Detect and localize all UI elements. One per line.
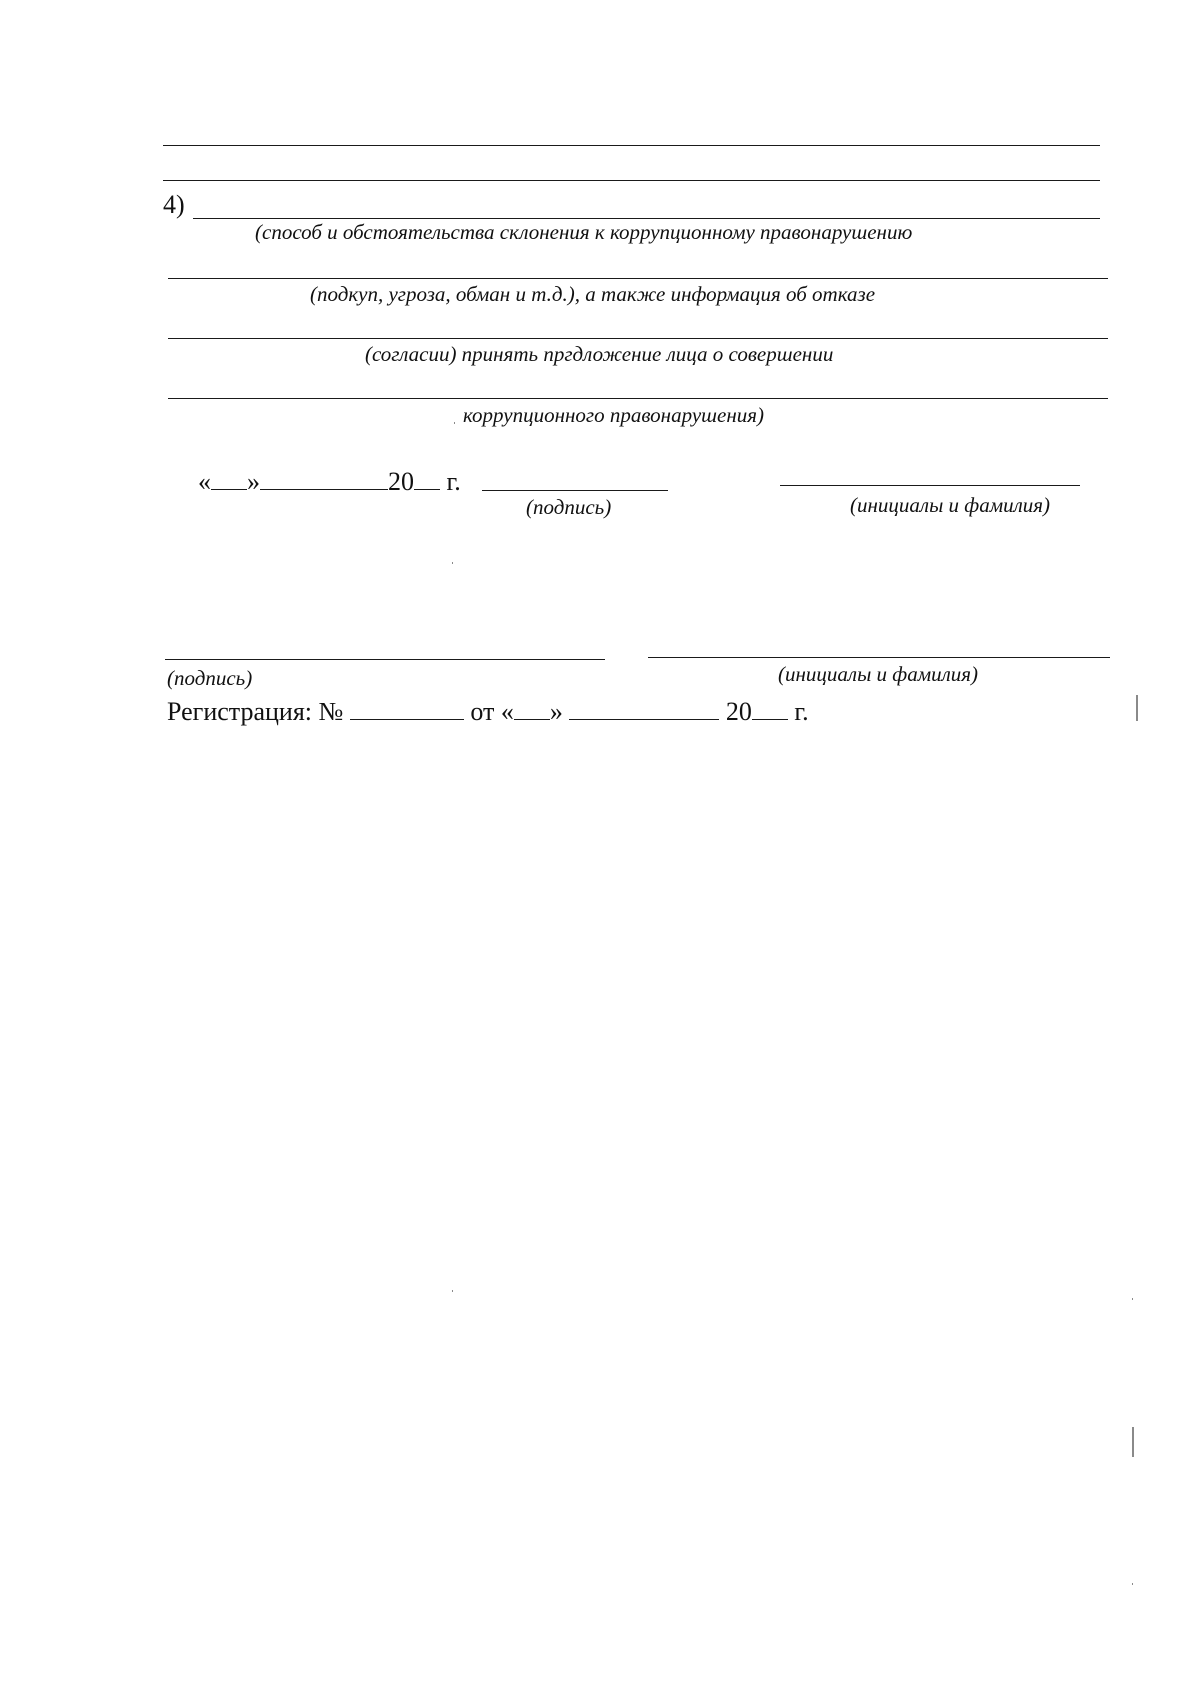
date-year-suffix: г.: [446, 467, 461, 496]
registration-close-quote: »: [549, 697, 563, 726]
date-close-quote: »: [247, 467, 260, 496]
scan-dot: [452, 1290, 453, 1292]
name-caption: (инициалы и фамилия): [850, 493, 1051, 517]
date-month-blank: [260, 467, 388, 490]
scan-mark: [1136, 695, 1138, 721]
date-row: [198, 467, 461, 495]
scan-mark: [1132, 1427, 1134, 1457]
blank-line-4: [168, 338, 1108, 339]
signature-line: [482, 490, 668, 491]
date-day-blank: [211, 467, 247, 490]
caption-line-2: (подкуп, угроза, обман и т.д.), а также информация об отказе: [310, 282, 876, 306]
blank-line-3: [168, 278, 1108, 279]
scan-dot: [452, 562, 453, 564]
date-open-quote: «: [198, 467, 211, 496]
receiver-signature-line: [165, 659, 605, 660]
caption-line-3: (согласии) принять пргдложение лица о совершении: [365, 342, 834, 366]
registration-year-suffix: г.: [794, 697, 809, 726]
scan-dot: [1132, 1298, 1133, 1300]
caption-line-1: (способ и обстоятельства склонения к коррупционному правонарушению: [255, 220, 913, 244]
registration-label: Регистрация: №: [167, 697, 344, 726]
registration-day-blank: [514, 697, 550, 720]
signature-caption: (подпись): [526, 495, 612, 519]
blank-line-1: [163, 145, 1100, 146]
date-year-prefix: 20: [388, 467, 414, 496]
registration-from-label: от «: [470, 697, 514, 726]
blank-line-5: [168, 398, 1108, 399]
caption-line-4: коррупционного правонарушения): [463, 403, 764, 427]
scan-dot: [454, 422, 455, 424]
registration-number-blank: [350, 697, 464, 720]
receiver-name-line: [648, 657, 1110, 658]
receiver-signature-caption: (подпись): [167, 666, 253, 690]
scan-dot: [1132, 1583, 1133, 1585]
name-line: [780, 485, 1080, 486]
registration-year-prefix: 20: [725, 697, 752, 726]
registration-month-blank: [569, 697, 719, 720]
blank-line-2: [163, 180, 1100, 181]
item-number: 4): [163, 190, 185, 219]
item-4-line: [193, 218, 1100, 219]
registration-row: [167, 697, 809, 725]
receiver-name-caption: (инициалы и фамилия): [778, 662, 979, 686]
registration-year-blank: [752, 697, 788, 720]
date-year-blank: [414, 467, 440, 490]
